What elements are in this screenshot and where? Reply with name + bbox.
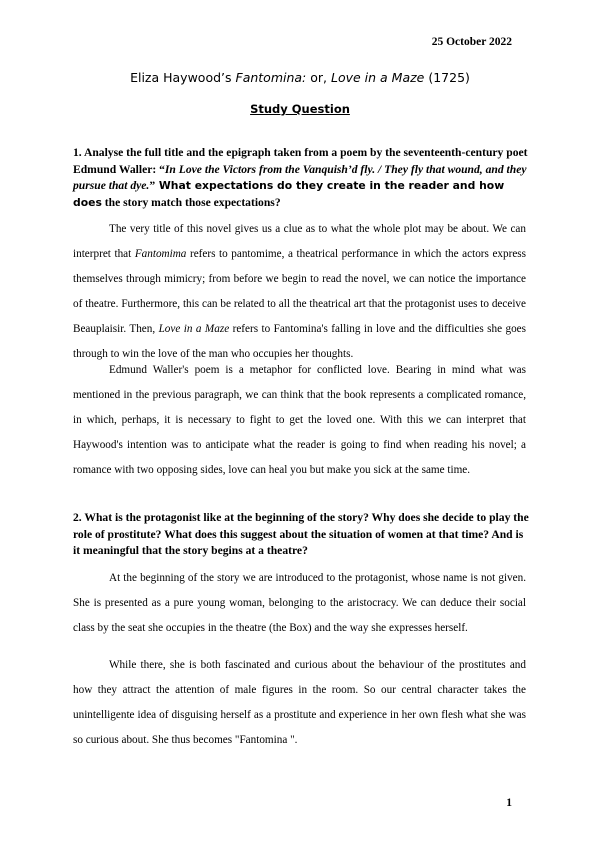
page-number: 1 [506,797,512,809]
p1-fantomima: Fantomima [134,248,187,260]
answer-2-paragraph-2: While there, she is both fascinated and curious about the behaviour of the prostitutes and how they attract the attention of male figures in the room. So our central character takes the unintelligente idea of disguising herself as a prostitute and experience in her own flesh what she was so curious about. She thus becomes "Fantomina ". [73,659,526,746]
document-title [0,70,600,85]
title-or: or, [306,70,331,85]
question-1 [73,145,531,211]
answer-1-paragraph-2: Edmund Waller's poem is a metaphor for conflicted love. Bearing in mind what was mentioned in the previous paragraph, we can think that the book represents a complicated romance, in which, perhaps, it is necessary to fight to get the loved one. With this we can interpret that Haywood's intention was to anticipate what the reader is going to find when reading his novel; a romance with two opposing sides, love can heal you but make you sick at the same time. [73,364,526,476]
answer-2-paragraph-1: At the beginning of the story we are introduced to the protagonist, whose name is not given. She is presented as a pure young woman, belonging to the aristocracy. We can deduce their social class by the seat she occupies in the theatre (the Box) and the way she expresses herself. [73,572,526,634]
document-date: 25 October 2022 [431,36,512,48]
question-1-tail: the story match those expectations? [101,195,281,209]
p1-part-a: The very title of this novel gives us a clue as to what the whole plot may be about. We can interpret that [73,223,526,260]
title-year: (1725) [424,70,470,85]
p1-part-b: refers to pantomime, a theatrical performance in which the actors express themselves through mimicry; from before we begin to read the novel, we can notice the importance of theatre. Furthermore, this can be related to all the theatrical art that the protagonist uses to deceive Beauplaisir. Then, [73,248,527,335]
question-1-close-quote: ” [149,179,156,192]
title-subtitle: Love in a Maze [330,70,425,85]
answer-1-paragraph-1 [73,217,526,367]
title-work: Fantomina: [235,70,307,85]
p1-part-c: refers to Fantomina's falling in love and the difficulties she goes through to win the love of the man who occupies her thoughts. [73,323,526,360]
question-1-lead: 1. Analyse the full title and the epigraph taken from a poem by the seventeenth-century poet Edmund Waller: “ [73,146,528,176]
p1-love-in-a-maze: Love in a Maze [158,323,230,335]
section-heading: Study Question [250,102,350,116]
question-2: 2. What is the protagonist like at the beginning of the story? Why does she decide to play the role of prostitute? What does this suggest about the situation of women at that time? And is it meaningful that the story begins at a theatre? [73,511,529,557]
question-1-epigraph: In Love the Victors from the Vanquish’d fly. / They fly that wound, and they pursue that dye. [73,162,527,192]
title-author: Eliza Haywood’s [130,70,236,85]
question-1-tail-sans: What expectations do they create in the reader and how does [73,179,505,209]
